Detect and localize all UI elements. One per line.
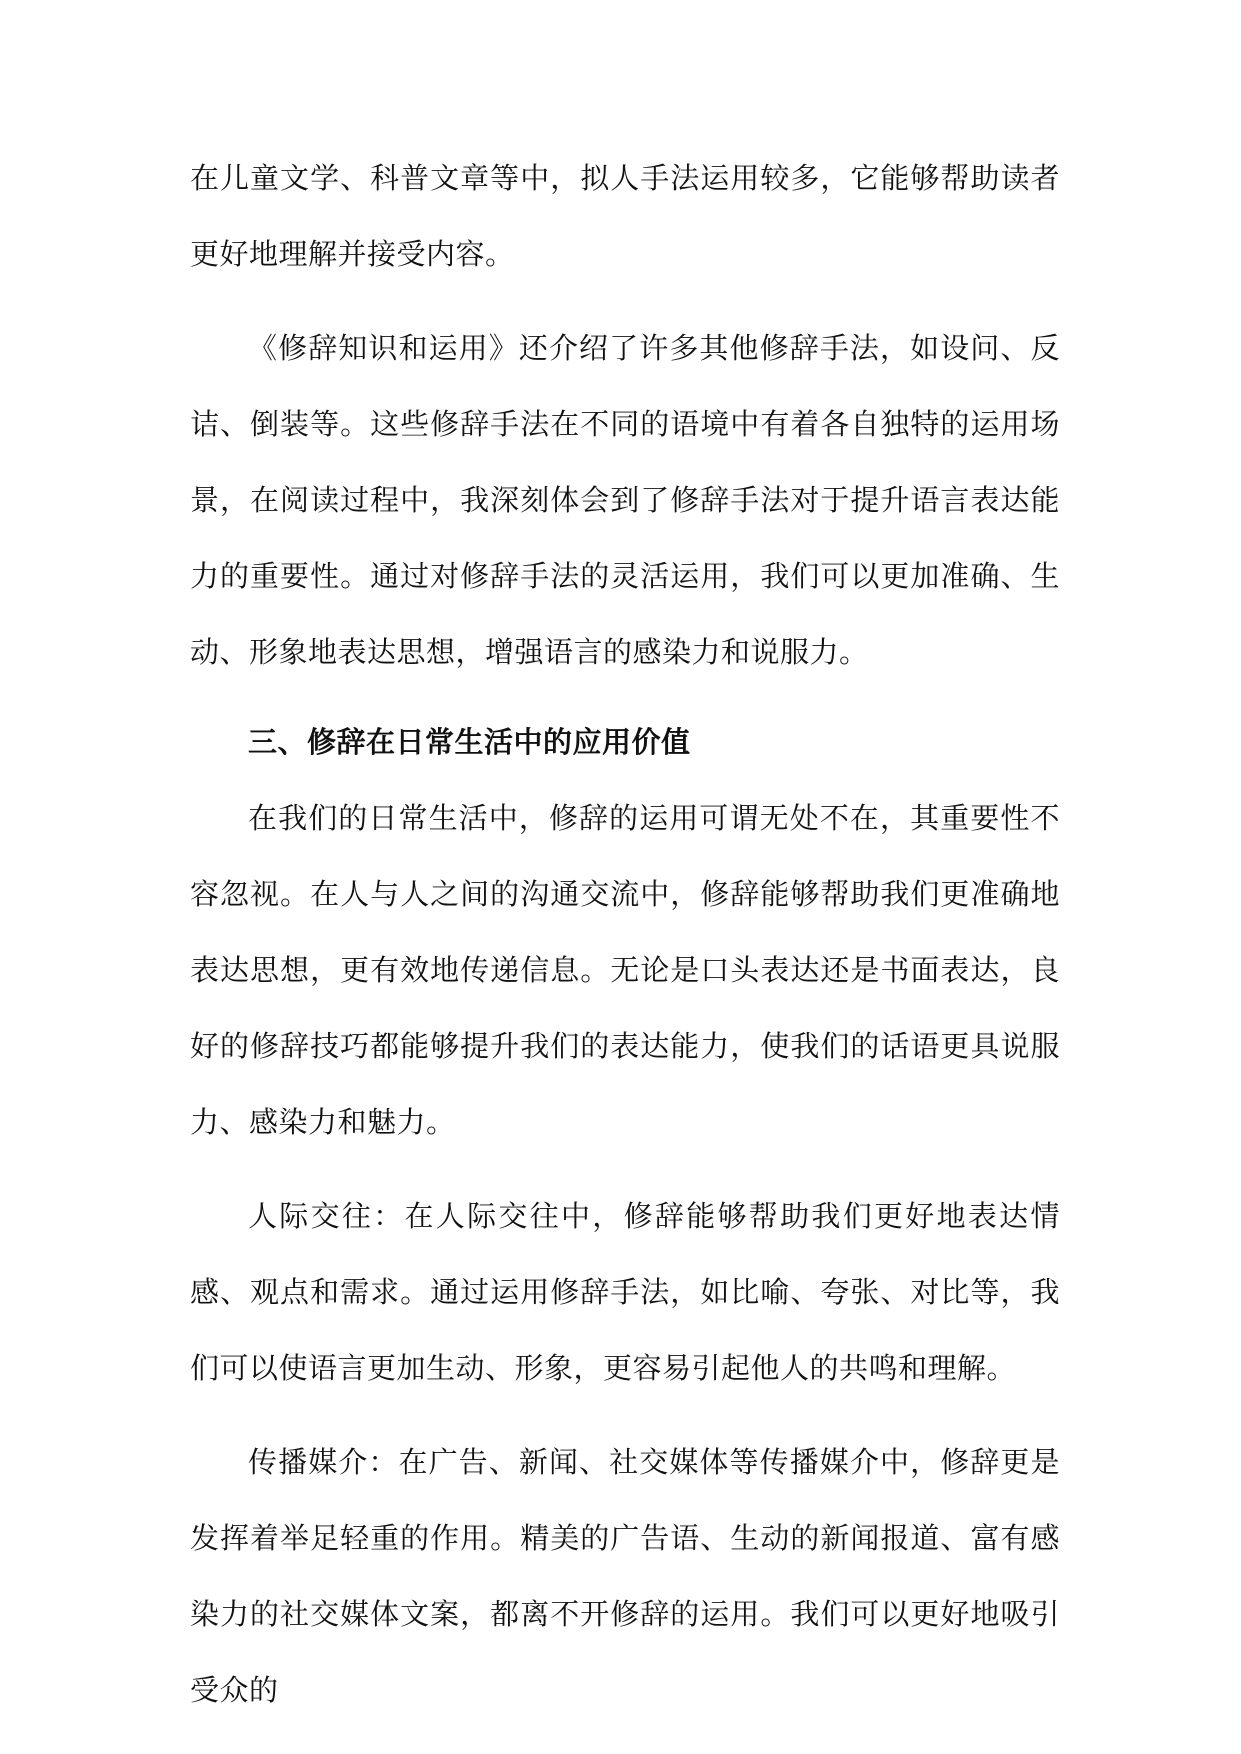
- document-body: [190, 140, 1060, 1728]
- paragraph-media: 传播媒介：在广告、新闻、社交媒体等传播媒介中，修辞更是发挥着举足轻重的作用。精美的广告语、生动的新闻报道、富有感染力的社交媒体文案，都离不开修辞的运用。我们可以更好地吸引受众的: [190, 1445, 1060, 1707]
- paragraph-rhetoric-book: 《修辞知识和运用》还介绍了许多其他修辞手法，如设问、反诘、倒装等。这些修辞手法在不同的语境中有着各自独特的运用场景，在阅读过程中，我深刻体会到了修辞手法对于提升语言表达能力的重要性。通过对修辞手法的灵活运用，我们可以更加准确、生动、形象地表达思想，增强语言的感染力和说服力。: [190, 331, 1060, 669]
- section-heading: 三、修辞在日常生活中的应用价值: [248, 725, 691, 759]
- paragraph-interpersonal: 人际交往：在人际交往中，修辞能够帮助我们更好地表达情感、观点和需求。通过运用修辞手法，如比喻、夸张、对比等，我们可以使语言更加生动、形象，更容易引起他人的共鸣和理解。: [190, 1199, 1060, 1385]
- paragraph-continuation: 在儿童文学、科普文章等中，拟人手法运用较多，它能够帮助读者更好地理解并接受内容。: [190, 161, 1060, 271]
- paragraph-daily-life: 在我们的日常生活中，修辞的运用可谓无处不在，其重要性不容忽视。在人与人之间的沟通交流中，修辞能够帮助我们更准确地表达思想，更有效地传递信息。无论是口头表达还是书面表达，良好的修辞技巧都能够提升我们的表达能力，使我们的话语更具说服力、感染力和魅力。: [190, 801, 1060, 1139]
